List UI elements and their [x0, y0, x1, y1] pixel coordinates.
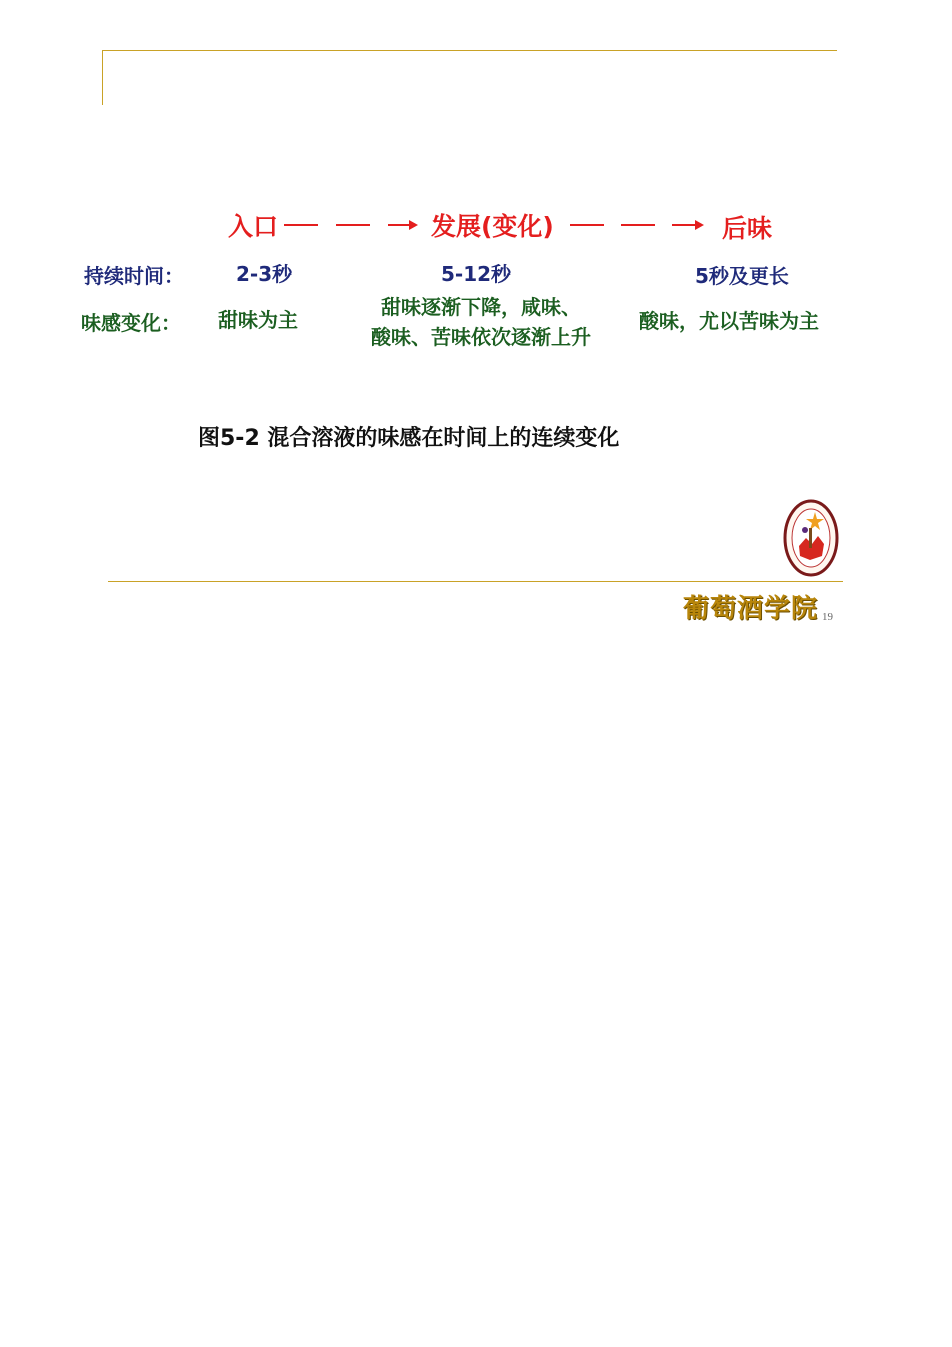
page-number: 19	[822, 611, 833, 623]
flow-dash	[570, 224, 604, 226]
college-logo	[782, 498, 840, 578]
taste-develop-line-1: 甜味逐渐下降，咸味、	[381, 295, 581, 319]
flow-stage-entry: 入口	[228, 212, 279, 241]
footer-rule	[108, 581, 843, 582]
flow-arrow-icon	[409, 220, 418, 230]
flow-arrow-icon	[695, 220, 704, 230]
flow-dash	[621, 224, 655, 226]
duration-develop: 5-12秒	[441, 262, 512, 286]
college-seal-icon	[782, 498, 840, 578]
duration-entry: 2-3秒	[236, 262, 293, 286]
school-name: 葡萄酒学院	[683, 594, 819, 624]
taste-aftertaste: 酸味，尤以苦味为主	[639, 309, 819, 333]
header-rule-horizontal	[102, 50, 837, 51]
flow-dash	[336, 224, 370, 226]
duration-label: 持续时间：	[84, 264, 184, 288]
flow-dash	[284, 224, 318, 226]
flow-arrow-line	[672, 224, 696, 226]
taste-label: 味感变化：	[81, 311, 181, 335]
header-rule-vertical	[102, 50, 103, 105]
flow-stage-develop: 发展(变化)	[431, 212, 554, 241]
figure-caption: 图5-2 混合溶液的味感在时间上的连续变化	[198, 426, 620, 451]
duration-aftertaste: 5秒及更长	[695, 264, 789, 288]
taste-develop-line-2: 酸味、苦味依次逐渐上升	[371, 325, 591, 349]
flow-stage-aftertaste: 后味	[722, 214, 773, 243]
flow-arrow-line	[388, 224, 410, 226]
taste-entry: 甜味为主	[218, 308, 298, 332]
taste-develop	[340, 292, 622, 352]
